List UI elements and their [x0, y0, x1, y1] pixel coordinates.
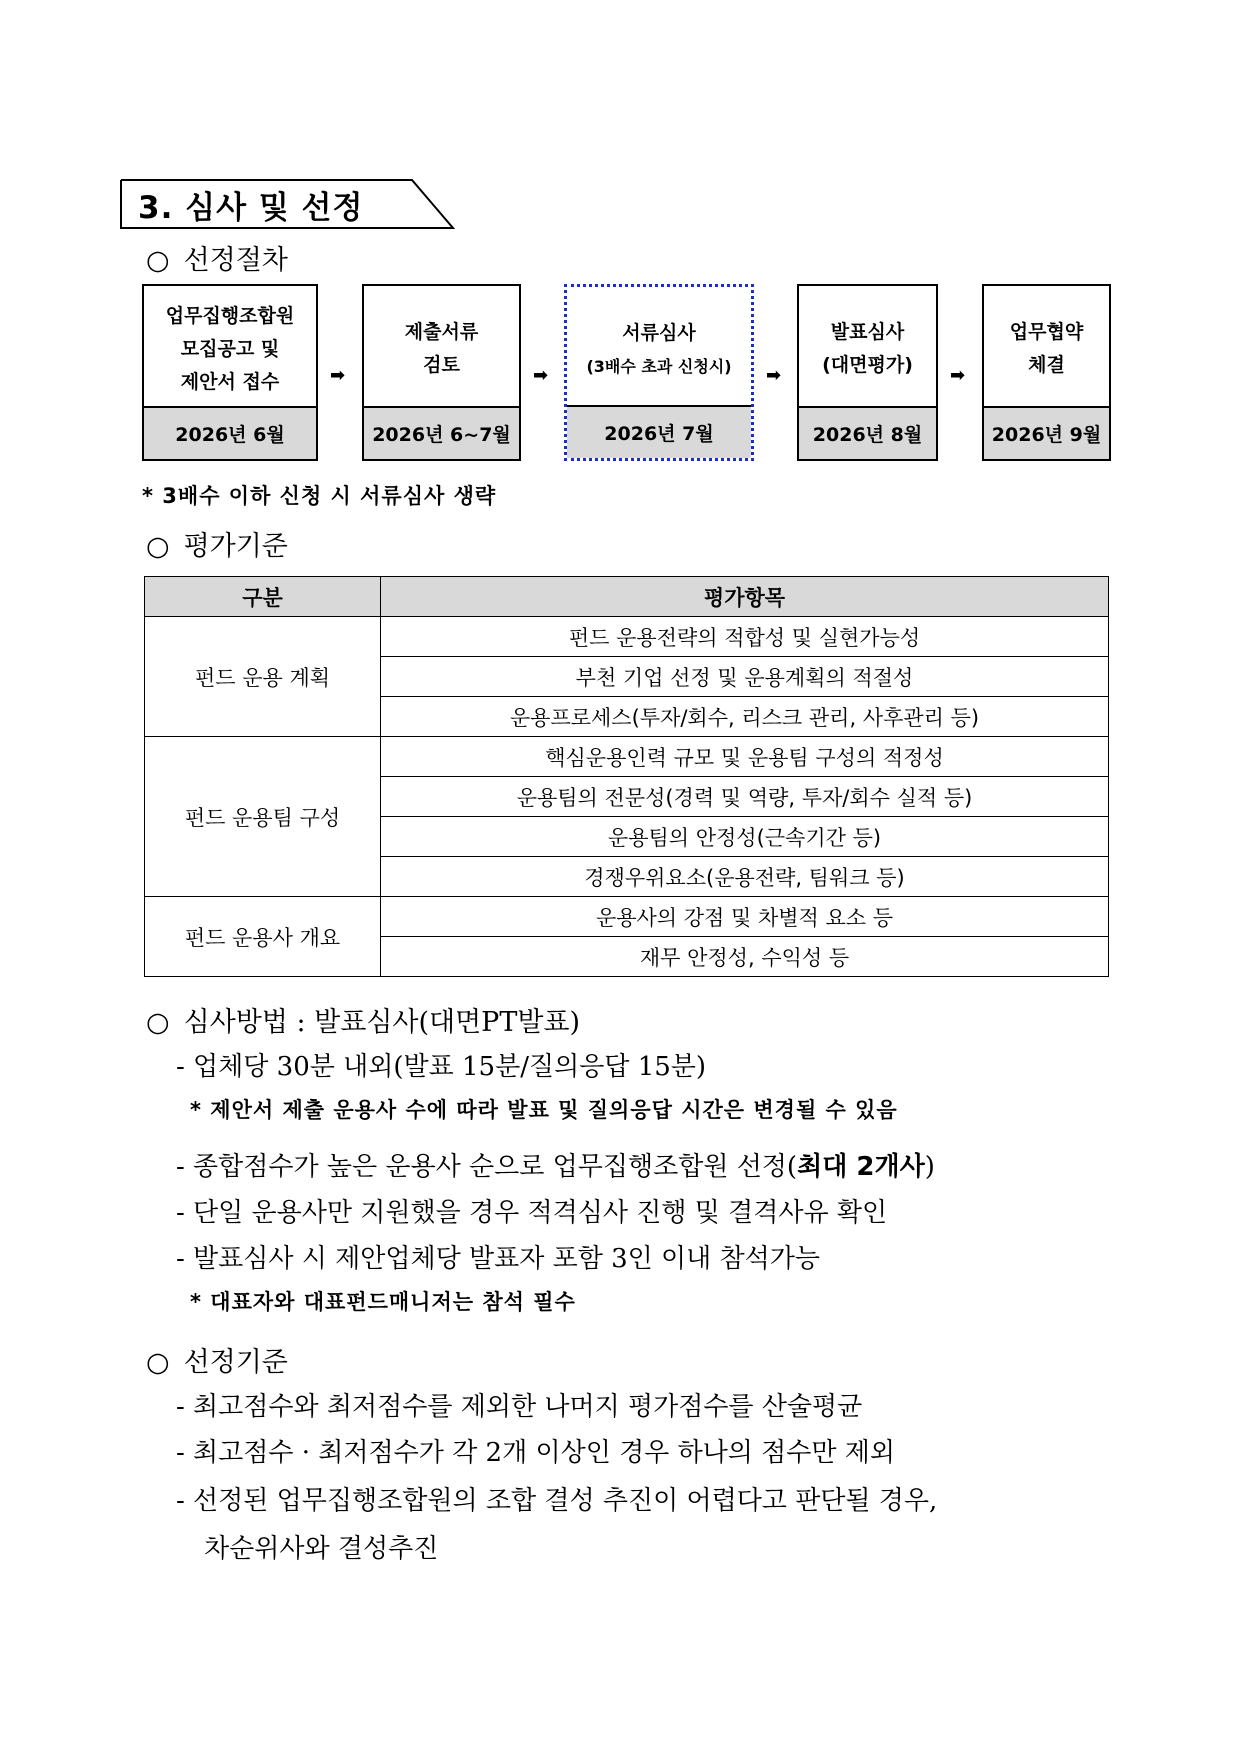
selection-line-3: - 선정된 업무집행조합원의 조합 결성 추진이 어렵다고 판단될 경우,	[176, 1486, 938, 1516]
table-header: 평가항목	[381, 577, 1109, 617]
arrow-icon: ➡	[766, 365, 782, 386]
process-step-4	[797, 284, 938, 461]
procedure-heading	[146, 238, 288, 277]
method-note-2: * 대표자와 대표펀드매니저는 참석 필수	[190, 1290, 576, 1314]
bullet-circle: ○	[146, 245, 170, 276]
step-title-line: 모집공고 및	[180, 337, 280, 360]
process-step-5	[982, 284, 1111, 461]
table-row	[145, 897, 1109, 937]
table-item: 운용팀의 안정성(근속기간 등)	[381, 817, 1109, 857]
method-heading-label: 심사방법 : 발표심사(대면PT발표)	[183, 1007, 581, 1038]
table-category: 펀드 운용팀 구성	[145, 737, 381, 897]
table-item: 부천 기업 선정 및 운용계획의 적절성	[381, 657, 1109, 697]
procedure-note: * 3배수 이하 신청 시 서류심사 생략	[142, 484, 497, 508]
method-line-4: - 발표심사 시 제안업체당 발표자 포함 3인 이내 참석가능	[176, 1244, 820, 1274]
method-line-1: - 업체당 30분 내외(발표 15분/질의응답 15분)	[176, 1052, 707, 1082]
arrow-icon: ➡	[950, 365, 966, 386]
step-title-line: 업무집행조합원	[165, 304, 295, 327]
evaluation-table	[144, 576, 1109, 977]
arrow-icon: ➡	[330, 365, 346, 386]
step-date: 2026년 8월	[799, 406, 936, 459]
method-heading	[146, 1000, 580, 1039]
step-title-line: 제출서류	[404, 321, 479, 343]
table-category: 펀드 운용 계획	[145, 617, 381, 737]
process-step-2	[362, 284, 521, 461]
step-title-line: (3배수 초과 신청시)	[586, 357, 732, 376]
table-header-row	[145, 577, 1109, 617]
step-title-line: 서류심사	[622, 322, 696, 344]
section-heading	[120, 178, 456, 230]
procedure-heading-label: 선정절차	[183, 245, 288, 276]
table-category: 펀드 운용사 개요	[145, 897, 381, 977]
step-title-line: 제안서 접수	[180, 370, 280, 393]
step-title-line: 검토	[423, 354, 460, 376]
step-date: 2026년 9월	[984, 406, 1109, 459]
selection-line-1: - 최고점수와 최저점수를 제외한 나머지 평가점수를 산술평균	[176, 1392, 863, 1422]
table-item: 운용사의 강점 및 차별적 요소 등	[381, 897, 1109, 937]
table-item: 경쟁우위요소(운용전략, 팀워크 등)	[381, 857, 1109, 897]
method-line-2: - 종합점수가 높은 운용사 순으로 업무집행조합원 선정(최대 2개사)	[176, 1152, 935, 1182]
criteria-heading	[146, 524, 288, 563]
table-row	[145, 617, 1109, 657]
step-date: 2026년 7월	[567, 405, 751, 458]
method-line-3: - 단일 운용사만 지원했을 경우 적격심사 진행 및 결격사유 확인	[176, 1198, 888, 1228]
table-item: 운용팀의 전문성(경력 및 역량, 투자/회수 실적 등)	[381, 777, 1109, 817]
bullet-circle: ○	[146, 531, 170, 562]
table-item: 운용프로세스(투자/회수, 리스크 관리, 사후관리 등)	[381, 697, 1109, 737]
selection-heading-label: 선정기준	[183, 1347, 288, 1378]
step-date: 2026년 6월	[144, 406, 316, 459]
step-title-line: 체결	[1028, 354, 1065, 376]
table-item: 펀드 운용전략의 적합성 및 실현가능성	[381, 617, 1109, 657]
process-step-3	[564, 284, 754, 461]
max-selection-highlight: 최대 2개사	[797, 1152, 925, 1182]
selection-line-2: - 최고점수 · 최저점수가 각 2개 이상인 경우 하나의 점수만 제외	[176, 1438, 896, 1468]
step-title-line: 발표심사	[830, 321, 905, 343]
table-row	[145, 737, 1109, 777]
step-title-line: (대면평가)	[822, 354, 913, 376]
process-step-1	[142, 284, 318, 461]
step-title-line: 업무협약	[1009, 321, 1084, 343]
bullet-circle: ○	[146, 1347, 170, 1378]
method-note-1: * 제안서 제출 운용사 수에 따라 발표 및 질의응답 시간은 변경될 수 있음	[190, 1098, 898, 1122]
table-item: 핵심운용인력 규모 및 운용팀 구성의 적정성	[381, 737, 1109, 777]
selection-line-3-cont: 차순위사와 결성추진	[204, 1534, 439, 1564]
arrow-icon: ➡	[533, 365, 549, 386]
selection-heading	[146, 1340, 288, 1379]
table-header: 구분	[145, 577, 381, 617]
table-item: 재무 안정성, 수익성 등	[381, 937, 1109, 977]
section-title: 3. 심사 및 선정	[138, 190, 364, 226]
criteria-heading-label: 평가기준	[183, 531, 288, 562]
step-date: 2026년 6~7월	[364, 406, 519, 459]
bullet-circle: ○	[146, 1007, 170, 1038]
